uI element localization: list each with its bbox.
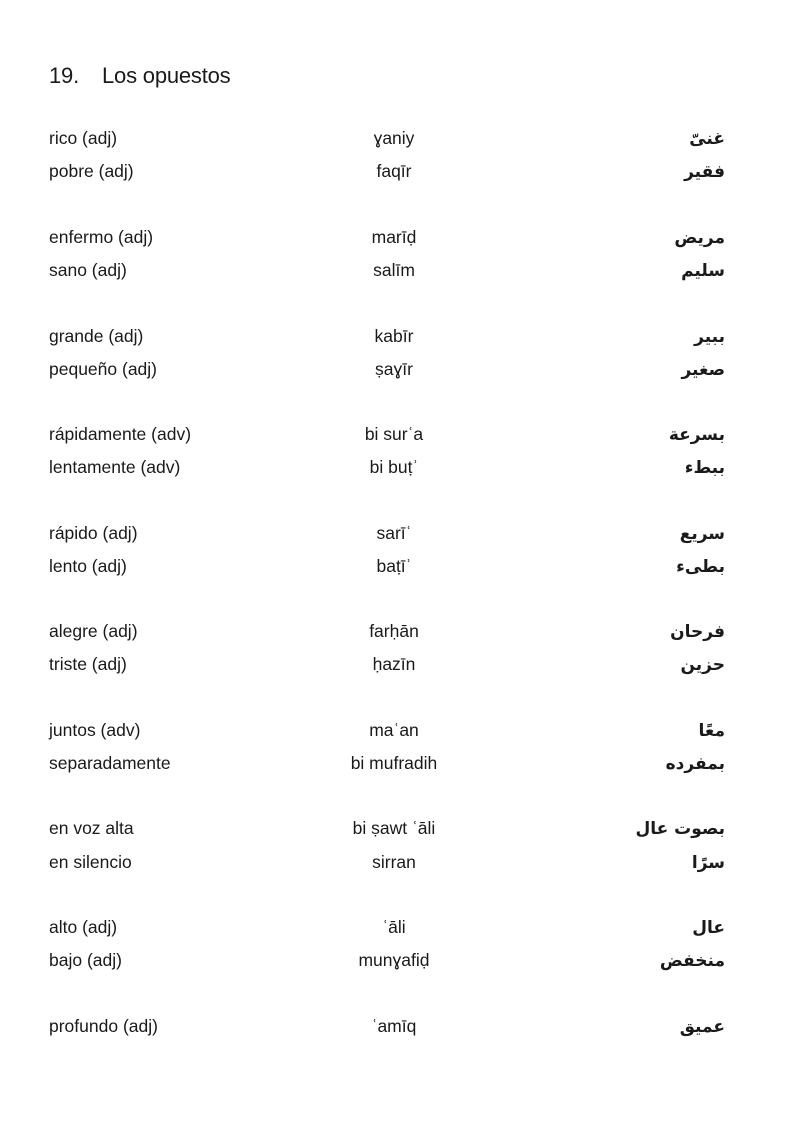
- arabic-word: سريع: [679, 524, 725, 544]
- transliteration: munɣafiḍ: [358, 950, 430, 970]
- spanish-word: rico (adj): [49, 128, 118, 148]
- spanish-word: bajo (adj): [49, 950, 122, 970]
- arabic-word: فرحان: [670, 622, 725, 642]
- spanish-word: juntos (adv): [49, 720, 141, 740]
- arabic-word: عميق: [679, 1017, 725, 1037]
- spanish-word: lentamente (adv): [49, 457, 181, 477]
- arabic-word: بصوت عال: [635, 819, 725, 839]
- arabic-word: سرًا: [691, 853, 725, 873]
- transliteration: baṭīʾ: [376, 556, 412, 576]
- arabic-word: ببطء: [684, 458, 725, 478]
- vocab-row: [0, 753, 794, 777]
- transliteration: bi ṣawt ʿāli: [352, 818, 436, 838]
- spanish-word: enfermo (adj): [49, 227, 154, 247]
- vocab-row: [0, 1016, 794, 1040]
- spanish-word: profundo (adj): [49, 1016, 158, 1036]
- vocab-row: [0, 128, 794, 152]
- arabic-word: غنىّ: [689, 129, 725, 149]
- transliteration: salīm: [373, 260, 415, 280]
- vocab-row: [0, 457, 794, 481]
- transliteration: maʿan: [369, 720, 419, 740]
- spanish-word: rápidamente (adv): [49, 424, 192, 444]
- spanish-word: rápido (adj): [49, 523, 138, 543]
- arabic-word: سليم: [681, 261, 725, 281]
- transliteration: ɣaniy: [373, 128, 415, 148]
- spanish-word: lento (adj): [49, 556, 127, 576]
- spanish-word: grande (adj): [49, 326, 144, 346]
- vocab-row: [0, 654, 794, 678]
- vocab-row: [0, 260, 794, 284]
- transliteration: sirran: [372, 852, 416, 872]
- spanish-word: pobre (adj): [49, 161, 134, 181]
- vocab-row: [0, 227, 794, 251]
- spanish-word: separadamente: [49, 753, 171, 773]
- spanish-word: pequeño (adj): [49, 359, 157, 379]
- spanish-word: sano (adj): [49, 260, 127, 280]
- arabic-word: مريض: [674, 228, 725, 248]
- arabic-word: صغير: [681, 360, 725, 380]
- transliteration: sarīʿ: [376, 523, 412, 543]
- spanish-word: triste (adj): [49, 654, 127, 674]
- vocab-row: [0, 556, 794, 580]
- spanish-word: alto (adj): [49, 917, 118, 937]
- transliteration: ḥazīn: [372, 654, 416, 674]
- spanish-word: alegre (adj): [49, 621, 138, 641]
- vocab-row: [0, 424, 794, 448]
- transliteration: marīḍ: [371, 227, 417, 247]
- section-title: Los opuestos: [102, 63, 231, 88]
- transliteration: ʿamīq: [371, 1016, 417, 1036]
- transliteration: kabīr: [374, 326, 414, 346]
- arabic-word: بسرعة: [668, 425, 725, 445]
- vocab-row: [0, 917, 794, 941]
- arabic-word: عال: [692, 918, 725, 938]
- transliteration: ṣaɣīr: [375, 359, 413, 379]
- vocab-row: [0, 950, 794, 974]
- arabic-word: بمفرده: [665, 754, 725, 774]
- vocab-row: [0, 852, 794, 876]
- vocab-row: [0, 326, 794, 350]
- arabic-word: معًا: [698, 721, 725, 741]
- transliteration: bi buṭʾ: [369, 457, 419, 477]
- vocab-row: [0, 359, 794, 383]
- transliteration: farḥān: [369, 621, 419, 641]
- vocab-row: [0, 720, 794, 744]
- vocab-row: [0, 818, 794, 842]
- vocab-row: [0, 523, 794, 547]
- transliteration: ʿāli: [382, 917, 406, 937]
- vocab-row: [0, 161, 794, 185]
- spanish-word: en voz alta: [49, 818, 134, 838]
- vocab-row: [0, 621, 794, 645]
- arabic-word: فقير: [684, 162, 725, 182]
- section-number: 19.: [49, 63, 79, 88]
- spanish-word: en silencio: [49, 852, 132, 872]
- page-title: [49, 63, 230, 89]
- arabic-word: منخفض: [659, 951, 725, 971]
- transliteration: bi surʿa: [364, 424, 424, 444]
- arabic-word: ببير: [694, 327, 725, 347]
- transliteration: faqīr: [376, 161, 412, 181]
- arabic-word: بطىء: [676, 557, 725, 577]
- transliteration: bi mufradih: [350, 753, 438, 773]
- arabic-word: حزين: [680, 655, 725, 675]
